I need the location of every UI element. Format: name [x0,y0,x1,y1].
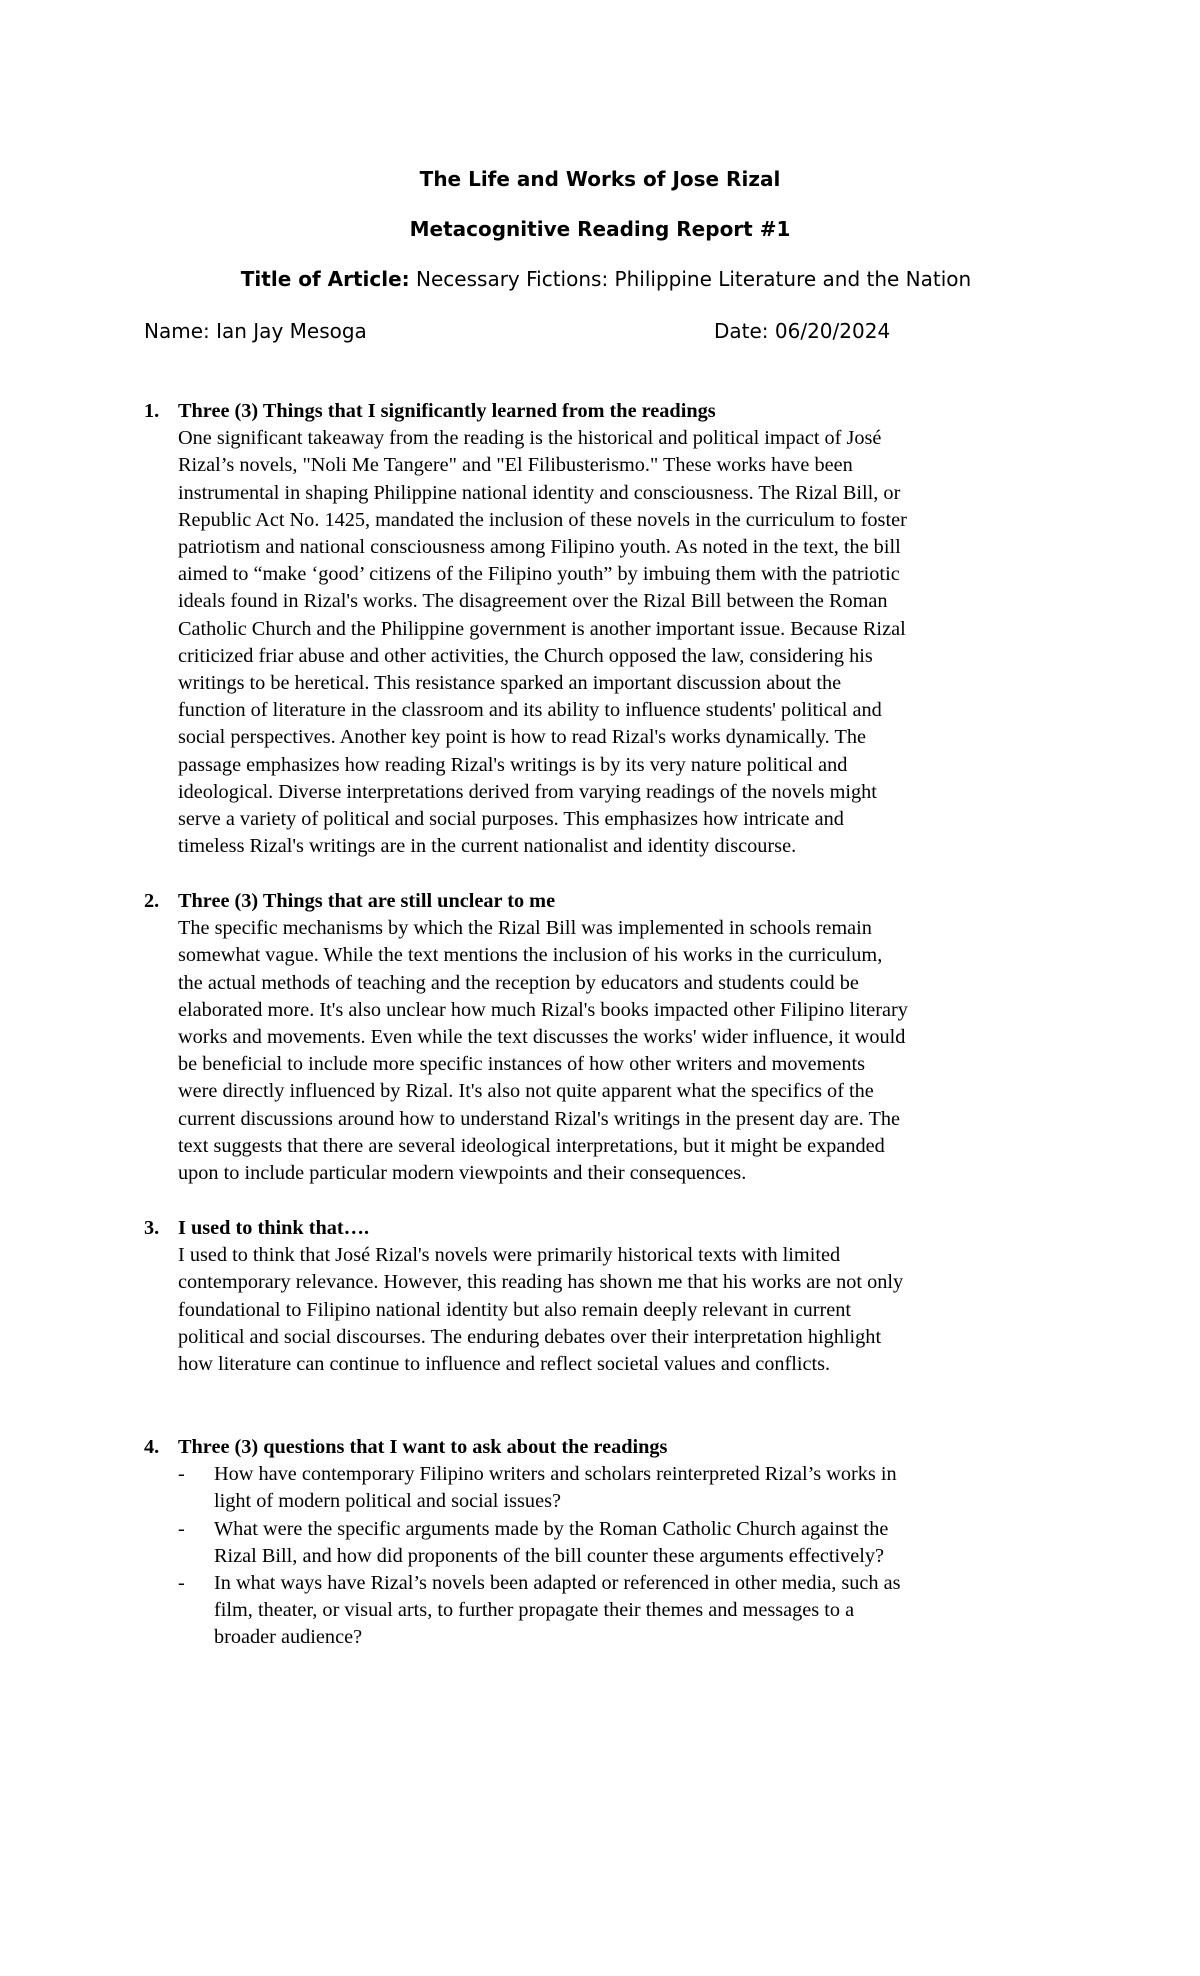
question-line: What were the specific arguments made by the Roman Catholic Church against the [214,1517,889,1540]
question-line: film, theater, or visual arts, to further propagate their themes and messages to a [214,1599,855,1622]
dash-bullet: - [178,1572,185,1595]
section-number: 4. [144,1436,160,1458]
report-title: Metacognitive Reading Report #1 [409,217,791,241]
paragraph-line: writings to be heretical. This resistance sparked an important discussion about the [178,672,842,695]
paragraph-line: how literature can continue to influence and reflect societal values and conflicts. [178,1353,831,1376]
paragraph-line: criticized friar abuse and other activities, the Church opposed the law, considering his [178,644,873,667]
section-heading: Three (3) Things that are still unclear to me [178,890,556,912]
section-learned [144,398,1078,860]
question-line: In what ways have Rizal’s novels been adapted or referenced in other media, such as [214,1572,901,1595]
paragraph-line: works and movements. Even while the text discusses the works' wider influence, it would [178,1026,906,1049]
paragraph-line: current discussions around how to understand Rizal's writings in the present day are. The [178,1107,900,1130]
paragraph-line: Rizal’s novels, "Noli Me Tangere" and "El Filibusterismo." These works have been [178,454,853,477]
question-line: light of modern political and social issues? [214,1490,561,1513]
dash-bullet: - [178,1463,185,1486]
question-line: How have contemporary Filipino writers and scholars reinterpreted Rizal’s works in [214,1463,897,1486]
paragraph-line: somewhat vague. While the text mentions the inclusion of his works in the curriculum, [178,944,883,967]
section-number: 2. [144,890,160,912]
article-title-value: Necessary Fictions: Philippine Literature and the Nation [416,267,972,291]
paragraph-line: The specific mechanisms by which the Rizal Bill was implemented in schools remain [178,917,872,940]
paragraph-line: foundational to Filipino national identity but also remain deeply relevant in current [178,1298,852,1321]
questions-list [178,1461,1078,1651]
paragraph-line: elaborated more. It's also unclear how much Rizal's books impacted other Filipino literary [178,998,908,1021]
paragraph-line: aimed to “make ‘good’ citizens of the Filipino youth” by imbuing them with the patriotic [178,563,900,586]
section-number: 3. [144,1217,160,1239]
paragraph-line: timeless Rizal's writings are in the current nationalist and identity discourse. [178,835,797,858]
report-date: Date: 06/20/2024 [714,319,891,343]
paragraph-line: political and social discourses. The enduring debates over their interpretation highlight [178,1325,882,1348]
paragraph-line: I used to think that José Rizal's novels were primarily historical texts with limited [178,1244,841,1267]
section-number: 1. [144,400,160,422]
author-name: Name: Ian Jay Mesoga [144,319,367,343]
question-item [178,1461,1078,1515]
paragraph-line: Republic Act No. 1425, mandated the inclusion of these novels in the curriculum to foster [178,508,907,531]
question-line: Rizal Bill, and how did proponents of the bill counter these arguments effectively? [214,1544,885,1567]
paragraph-line: social perspectives. Another key point is how to read Rizal's works dynamically. The [178,726,866,749]
course-title: The Life and Works of Jose Rizal [419,167,781,191]
question-item [178,1516,1078,1570]
paragraph-line: the actual methods of teaching and the reception by educators and students could be [178,971,859,994]
paragraph-line: Catholic Church and the Philippine government is another important issue. Because Rizal [178,617,906,640]
question-line: broader audience? [214,1626,363,1649]
section-heading: Three (3) Things that I significantly learned from the readings [178,400,716,422]
question-item [178,1570,1078,1652]
section-heading: Three (3) questions that I want to ask about the readings [178,1436,668,1458]
dash-bullet: - [178,1517,185,1540]
paragraph-line: function of literature in the classroom and its ability to influence students' political and [178,699,882,722]
paragraph-line: serve a variety of political and social purposes. This emphasizes how intricate and [178,808,844,831]
section-used-to-think [144,1215,1078,1378]
section-paragraph [178,425,1078,860]
paragraph-line: ideological. Diverse interpretations derived from varying readings of the novels might [178,780,877,803]
section-unclear [144,888,1078,1187]
section-questions [144,1434,1078,1652]
paragraph-line: One significant takeaway from the reading is the historical and political impact of José [178,427,882,450]
article-title-line [6,266,1200,292]
paragraph-line: instrumental in shaping Philippine national identity and consciousness. The Rizal Bill, or [178,481,901,504]
section-paragraph [178,915,1078,1187]
paragraph-line: patriotism and national consciousness among Filipino youth. As noted in the text, the bill [178,536,901,559]
section-paragraph [178,1242,1078,1378]
paragraph-line: were directly influenced by Rizal. It's also not quite apparent what the specifics of the [178,1080,874,1103]
paragraph-line: text suggests that there are several ideological interpretations, but it might be expanded [178,1134,885,1157]
paragraph-line: upon to include particular modern viewpoints and their consequences. [178,1162,747,1185]
paragraph-line: be beneficial to include more specific instances of how other writers and movements [178,1053,866,1076]
paragraph-line: passage emphasizes how reading Rizal's writings is by its very nature political and [178,753,848,776]
section-heading: I used to think that…. [178,1217,370,1239]
paragraph-line: contemporary relevance. However, this reading has shown me that his works are not only [178,1271,904,1294]
paragraph-line: ideals found in Rizal's works. The disagreement over the Rizal Bill between the Roman [178,590,888,613]
article-title-label: Title of Article: [240,267,410,291]
